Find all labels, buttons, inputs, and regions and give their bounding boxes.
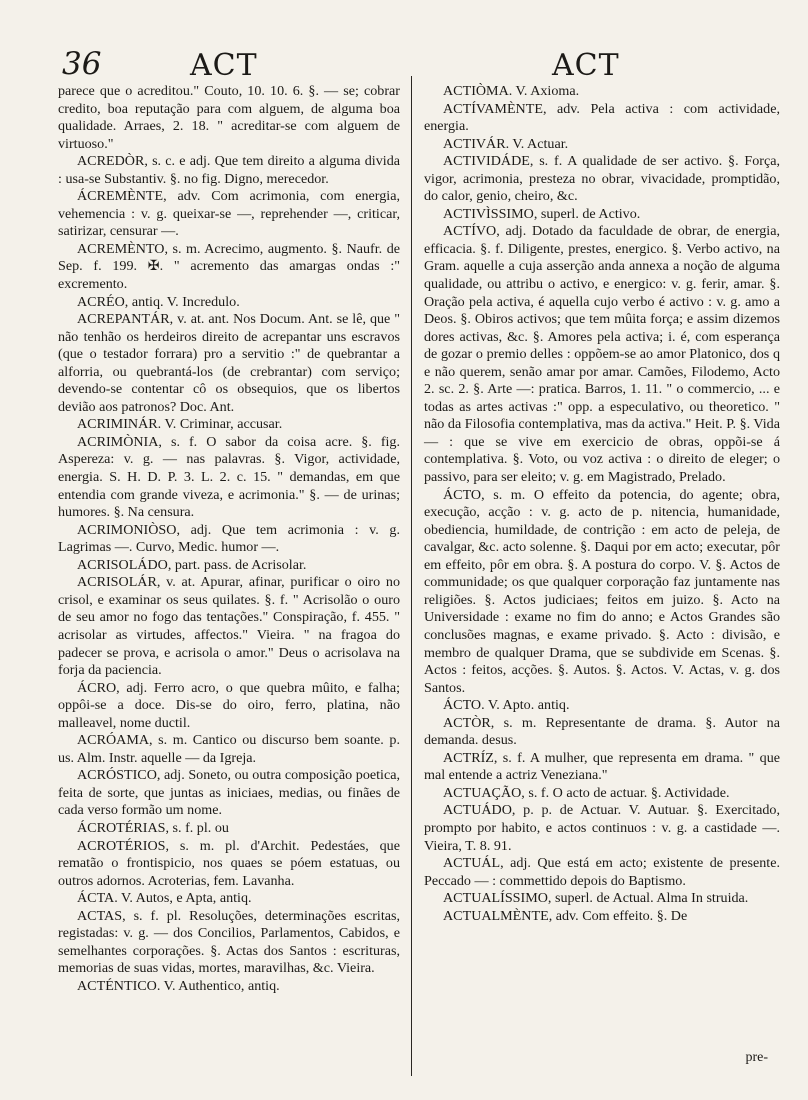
- entry: ACTÍVO, adj. Dotado da faculdade de obrar, de energia, efficacia. §. f. Diligente, prestes, energico. §. Verbo activo, na Gram. aquelle a cuja asserção anda annexa a noção de alguma qualidade, ou attribu o activo, e energico: v. g. ferir, amar. §. Oração pela activa, é aquella cujo verbo é activo : v. g. amo a Deos. §. Obiros activos; que tem mûita força; e assim dizemos dores activas, &c. §. Amores pela activa; i. é, com esperança de gozar o premio delles : oppõem-se ao amor Platonico, dos q e não querem, senão amar por amar. Camões, Filodemo, Acto 2. sc. 2. §. Arte —: pratica. Barros, 1. 11. " o commercio, ... e todas as artes activas :" opp. a especulativo, ou theoretico. " não da Filosofia contemplativa, mas da activa." Heit. P. §. Vida — : que se vive em exercicio de obras, oppõi-se á contemplativa. §. Voto, ou voz activa : o direito de eleger; o passivo, para ser eleito; v. g. em Magistrado, Prelado.: [424, 223, 780, 486]
- entry: ACRIMONIÒSO, adj. Que tem acrimonia : v. g. Lagrimas —. Curvo, Medic. humor —.: [58, 521, 400, 556]
- entry: ACTIVÁR. V. Actuar.: [443, 135, 569, 152]
- entry: ACRIMINÁR. V. Criminar, accusar.: [77, 416, 283, 433]
- entry: ACTUAÇÃO, s. f. O acto de actuar. §. Actividade.: [443, 784, 730, 801]
- entry: ACRÓAMA, s. m. Cantico ou discurso bem soante. p. us. Alm. Instr. aquelle — da Igreja.: [58, 732, 400, 766]
- entry: ÁCTO, s. m. O effeito da potencia, do agente; obra, execução, acção : v. g. acto de p. nitencia, humanidade, obediencia, humildade, de contrição : em acto de peleja, de cavalgar, &c. acto solenne. §. Daqui por em acto; executar, pôr em effeito, pôr em obra. §. A postura do corpo. V. §. Actos de communidade; os que qualquer corporação faz juntamente nas religiões. §. Actos judiciaes; feitos em juizo. §. Acto na Universidade : exame no fim do anno; e Actos Grandes são conclusões magnas, e exame privado. §. Acto : divisão, e membro de qualquer Drama, que se subdivide em Scenas. §. Actos : feitos, acções. §. Autos. §. Actos. V. Actas, v. g. dos Santos.: [424, 486, 780, 696]
- column-divider: [411, 76, 412, 1076]
- running-head-right: ACT: [552, 48, 620, 83]
- entry: ÁCROTÉRIAS, s. f. pl. ou: [77, 819, 229, 836]
- left-column: [58, 83, 400, 995]
- entry: ACTÒR, s. m. Representante de drama. §. Autor na demanda. desus.: [424, 714, 780, 749]
- entry: ACRÉO, antiq. V. Incredulo.: [77, 293, 240, 310]
- entry: ACTUÁL, adj. Que está em acto; existente de presente. Peccado — : commettido depois do Baptismo.: [424, 855, 780, 889]
- running-head-left: ACT: [190, 48, 258, 83]
- catchword: pre-: [745, 1050, 768, 1065]
- right-column: [424, 83, 780, 925]
- entry: ÁCTA. V. Autos, e Apta, antiq.: [77, 890, 252, 907]
- entry: ACTUALMÈNTE, adv. Com effeito. §. De: [443, 907, 688, 924]
- entry: ACTAS, s. f. pl. Resoluções, determinações escritas, registadas: v. g. — dos Concilios, Parlamentos, Cabidos, e semelhantes corporações. §. Actas dos Santos : escrituras, memorias de suas vidas, mortes, maravilhas, &c. Vieira.: [58, 907, 400, 977]
- entry: ACREPANTÁR, v. at. ant. Nos Docum. Ant. se lê, que " não tenhão os herdeiros direito de acrepantar uns escravos (que o testador forrara) pro a servitio :" de quebrantar a alforria, ou quebrantá-los (de crebrantar) com serviço; devendo-se contentar cô os obsequios, que os libertos devião aos patronos? Doc. Ant.: [58, 311, 400, 415]
- entry: ACTÍVAMÈNTE, adv. Pela activa : com actividade, energia.: [424, 100, 780, 135]
- entry: ACTUÁDO, p. p. de Actuar. V. Autuar. §. Exercitado, prompto por habito, e actos continuos : v. g. a castidade —. Vieira, T. 8. 91.: [424, 802, 780, 854]
- entry: ACREDÒR, s. c. e adj. Que tem direito a alguma divida : usa-se Substantiv. §. no fig. Digno, merecedor.: [58, 153, 400, 187]
- entry: ACRÓSTICO, adj. Soneto, ou outra composição poetica, feita de sorte, que juntas as iniciaes, medias, ou finães de cada verso formão um nome.: [58, 767, 400, 819]
- entry-continuation: parece que o acreditou." Couto, 10. 10. 6. §. — se; cobrar credito, boa reputação para com alguem, de alguma boa qualidade. Arraes, 2. 18. " acreditar-se com alguem de virtuoso.": [58, 83, 400, 152]
- entry: ÁCTO. V. Apto. antiq.: [443, 697, 570, 714]
- page-number: 36: [62, 46, 102, 82]
- entry: ACTUALÍSSIMO, superl. de Actual. Alma In struida.: [443, 890, 749, 907]
- entry: ACTIVÌSSIMO, superl. de Activo.: [443, 205, 641, 222]
- entry: ACTÉNTICO. V. Authentico, antiq.: [77, 977, 280, 994]
- entry: ACRISOLÁDO, part. pass. de Acrisolar.: [77, 556, 307, 573]
- entry: ÁCRO, adj. Ferro acro, o que quebra mûito, e falha; oppôi-se a doce. Dis-se do oiro, ferro, platina, não malleavel, nome ductil.: [58, 679, 400, 731]
- entry: ACTIVIDÁDE, s. f. A qualidade de ser activo. §. Força, vigor, acrimonia, presteza no obrar, vivacidade, promptidão, do calor, genio, cheiro, &c.: [424, 153, 780, 205]
- entry: ACRISOLÁR, v. at. Apurar, afinar, purificar o oiro no crisol, e examinar os seus quilates. §. f. " Acrisolão o ouro de seu amor no fogo das tentações." Conspiração, f. 455. " acrisolar as virtudes, affectos." Vieira. " na fragoa do padecer se prova, e acrisola o amor." Deus o acrisolava na forja da paciencia.: [58, 574, 400, 679]
- entry: ACTIÒMA. V. Axioma.: [443, 83, 580, 99]
- entry: ACRIMÒNIA, s. f. O sabor da coisa acre. §. fig. Aspereza: v. g. — nas palavras. §. Vigor, actividade, energia. S. H. D. P. 3. L. 2. c. 15. " demandas, em que entendia com grande viveza, e acrimonia." §. — de urinas; humores. §. Na censura.: [58, 433, 400, 521]
- entry: ACREMÈNTO, s. m. Acrecimo, augmento. §. Naufr. de Sep. f. 199. ✠. " acremento das amargas ondas :" excremento.: [58, 240, 400, 293]
- entry: ÁCREMÈNTE, adv. Com acrimonia, com energia, vehemencia : v. g. queixar-se —, reprehender —, criticar, satirizar, censurar —.: [58, 188, 400, 240]
- entry: ACROTÉRIOS, s. m. pl. d'Archit. Pedestáes, que rematão o frontispicio, nos quaes se póem estatuas, ou outros adornos. Acroterias, fem. Lavanha.: [58, 837, 400, 889]
- entry: ACTRÍZ, s. f. A mulher, que representa em drama. " que mal entende a actriz Veneziana.": [424, 749, 780, 784]
